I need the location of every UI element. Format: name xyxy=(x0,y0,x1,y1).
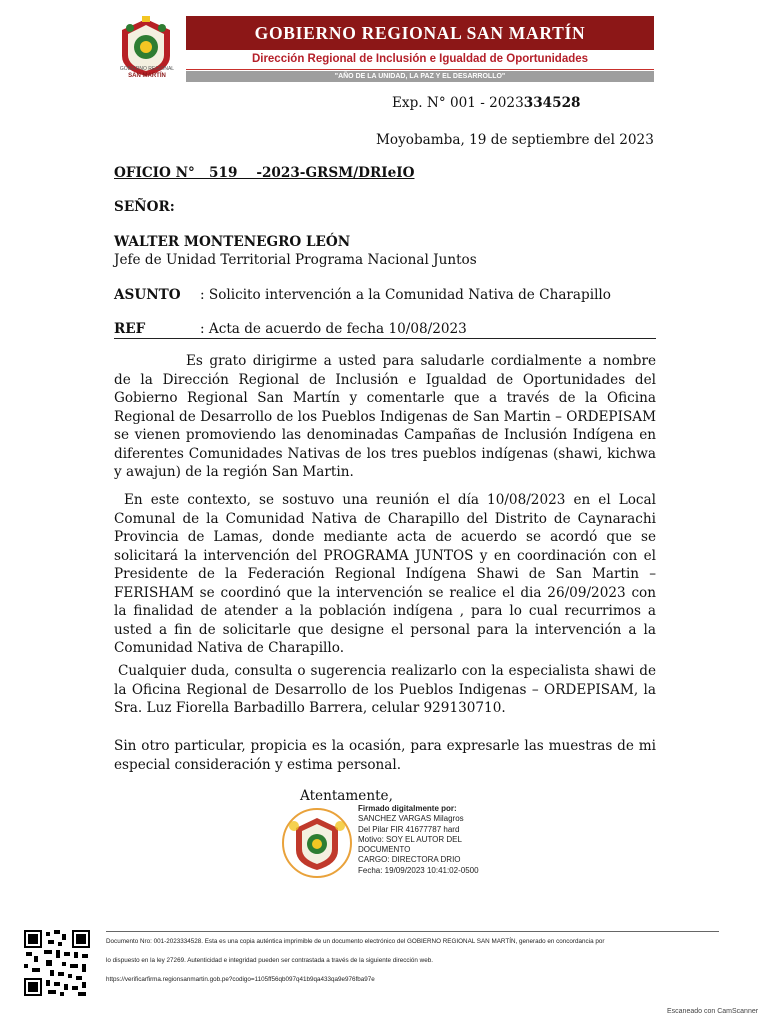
signature-line: Del Pilar FIR 41677787 hard xyxy=(358,824,460,834)
signature-line: Fecha: 19/09/2023 10:41:02-0500 xyxy=(358,865,479,875)
header-subtitle: Dirección Regional de Inclusión e Igualdad de Oportunidades xyxy=(251,53,589,65)
asunto-value: : Solicito intervención a la Comunidad Nativa de Charapillo xyxy=(200,287,611,303)
qr-code-icon xyxy=(24,930,90,996)
ref-value: : Acta de acuerdo de fecha 10/08/2023 xyxy=(200,321,467,337)
signature-line: DOCUMENTO xyxy=(358,845,411,855)
letter-date: Moyobamba, 19 de septiembre del 2023 xyxy=(376,132,654,148)
digital-signature-seal xyxy=(280,806,354,880)
asunto-label: ASUNTO xyxy=(114,287,181,303)
closing: Atentamente, xyxy=(300,788,393,804)
header-divider xyxy=(186,69,654,70)
signature-line: CARGO: DIRECTORA DRIO xyxy=(358,855,461,865)
footer-divider xyxy=(106,931,719,932)
body-paragraph-2: En este contexto, se sostuvo una reunión el día 10/08/2023 en el Local Comunal de la Comunidad Nativa de Charapillo del Distrito de Caynarachi Provincia de Lamas, donde mediante acta de acuerdo se acordó que se solicitará la intervención del PROGRAMA JUNTOS y en coordinación con el Presidente de la Federación Regional Indígena Shawi de San Martin – FERISHAM se coordinó que la intervención se realice el dia 26/09/2023 con la finalidad de atender a la población indígena , para lo cual recurrimos a usted a fin de solicitarle que designe el personal para la intervención a la Comunidad Nativa de Charapillo. xyxy=(114,492,656,656)
expedient-prefix: Exp. N° 001 - 2023 xyxy=(392,95,524,111)
logo-caption xyxy=(112,66,182,80)
logo-caption-line1: GOBIERNO REGIONAL xyxy=(119,66,175,72)
footer-authenticity-note: Documento Nro: 001-2023334528. Esta es una copia auténtica imprimible de un documento electrónico del GOBIERNO REGIONAL SAN MARTÍN, generado en concordancia por xyxy=(106,938,605,945)
body-paragraph-3: Cualquier duda, consulta o sugerencia realizarlo con la especialista shawi de la Oficina Regional de Desarrollo de los Pueblos Indigenas – ORDEPISAM, la Sra. Luz Fiorella Barbadillo Barrera, celular 929130710. xyxy=(114,663,656,716)
oficio-number: OFICIO N° 519 -2023-GRSM/DRIeIO xyxy=(114,165,415,181)
signature-line: Motivo: SOY EL AUTOR DEL xyxy=(358,834,462,844)
signature-line: Firmado digitalmente por: xyxy=(358,804,457,813)
scanner-watermark: Escaneado con CamScanner xyxy=(667,1008,759,1015)
ref-label: REF xyxy=(114,321,146,337)
ref-underline xyxy=(114,338,656,339)
logo-caption-line2: SAN MARTÍN xyxy=(128,73,166,79)
header-banner-title: GOBIERNO REGIONAL SAN MARTÍN xyxy=(186,16,654,50)
salutation: SEÑOR: xyxy=(114,199,175,215)
expedient-number xyxy=(392,94,581,113)
signature-line: SANCHEZ VARGAS Milagros xyxy=(358,814,464,824)
header-motto: "AÑO DE LA UNIDAD, LA PAZ Y EL DESARROLLO" xyxy=(186,71,654,82)
recipient-name: WALTER MONTENEGRO LEÓN xyxy=(114,234,351,250)
recipient-role: Jefe de Unidad Territorial Programa Nacional Juntos xyxy=(114,252,477,268)
digital-signature-info xyxy=(358,804,479,876)
body-paragraph-1: Es grato dirigirme a usted para saludarle cordialmente a nombre de la Dirección Regional de Inclusión e Igualdad de Oportunidades del Gobierno Regional San Martín y comentarle que a través de la Oficina Regional de Desarrollo de los Pueblos Indigenas de San Martin – ORDEPISAM se vienen promoviendo las denominadas Campañas de Inclusión Indígena en diferentes Comunidades Nativas de los tres pueblos indígenas (shawi, kichwa y awajun) de la región San Martin. xyxy=(114,353,656,480)
expedient-suffix: 334528 xyxy=(523,95,581,111)
footer-law-note: lo dispuesto en la ley 27269. Autenticidad e integridad pueden ser contrastada a través de la siguiente dirección web. xyxy=(106,957,433,964)
body-paragraph-4: Sin otro particular, propicia es la ocasión, para expresarle las muestras de mi especial consideración y estima personal. xyxy=(114,738,656,773)
footer-verification-url: https://verificarfirma.regionsanmartin.gob.pe?codigo=1105ff56qb097q41b9qa433qa9e976fba97e xyxy=(106,976,375,983)
